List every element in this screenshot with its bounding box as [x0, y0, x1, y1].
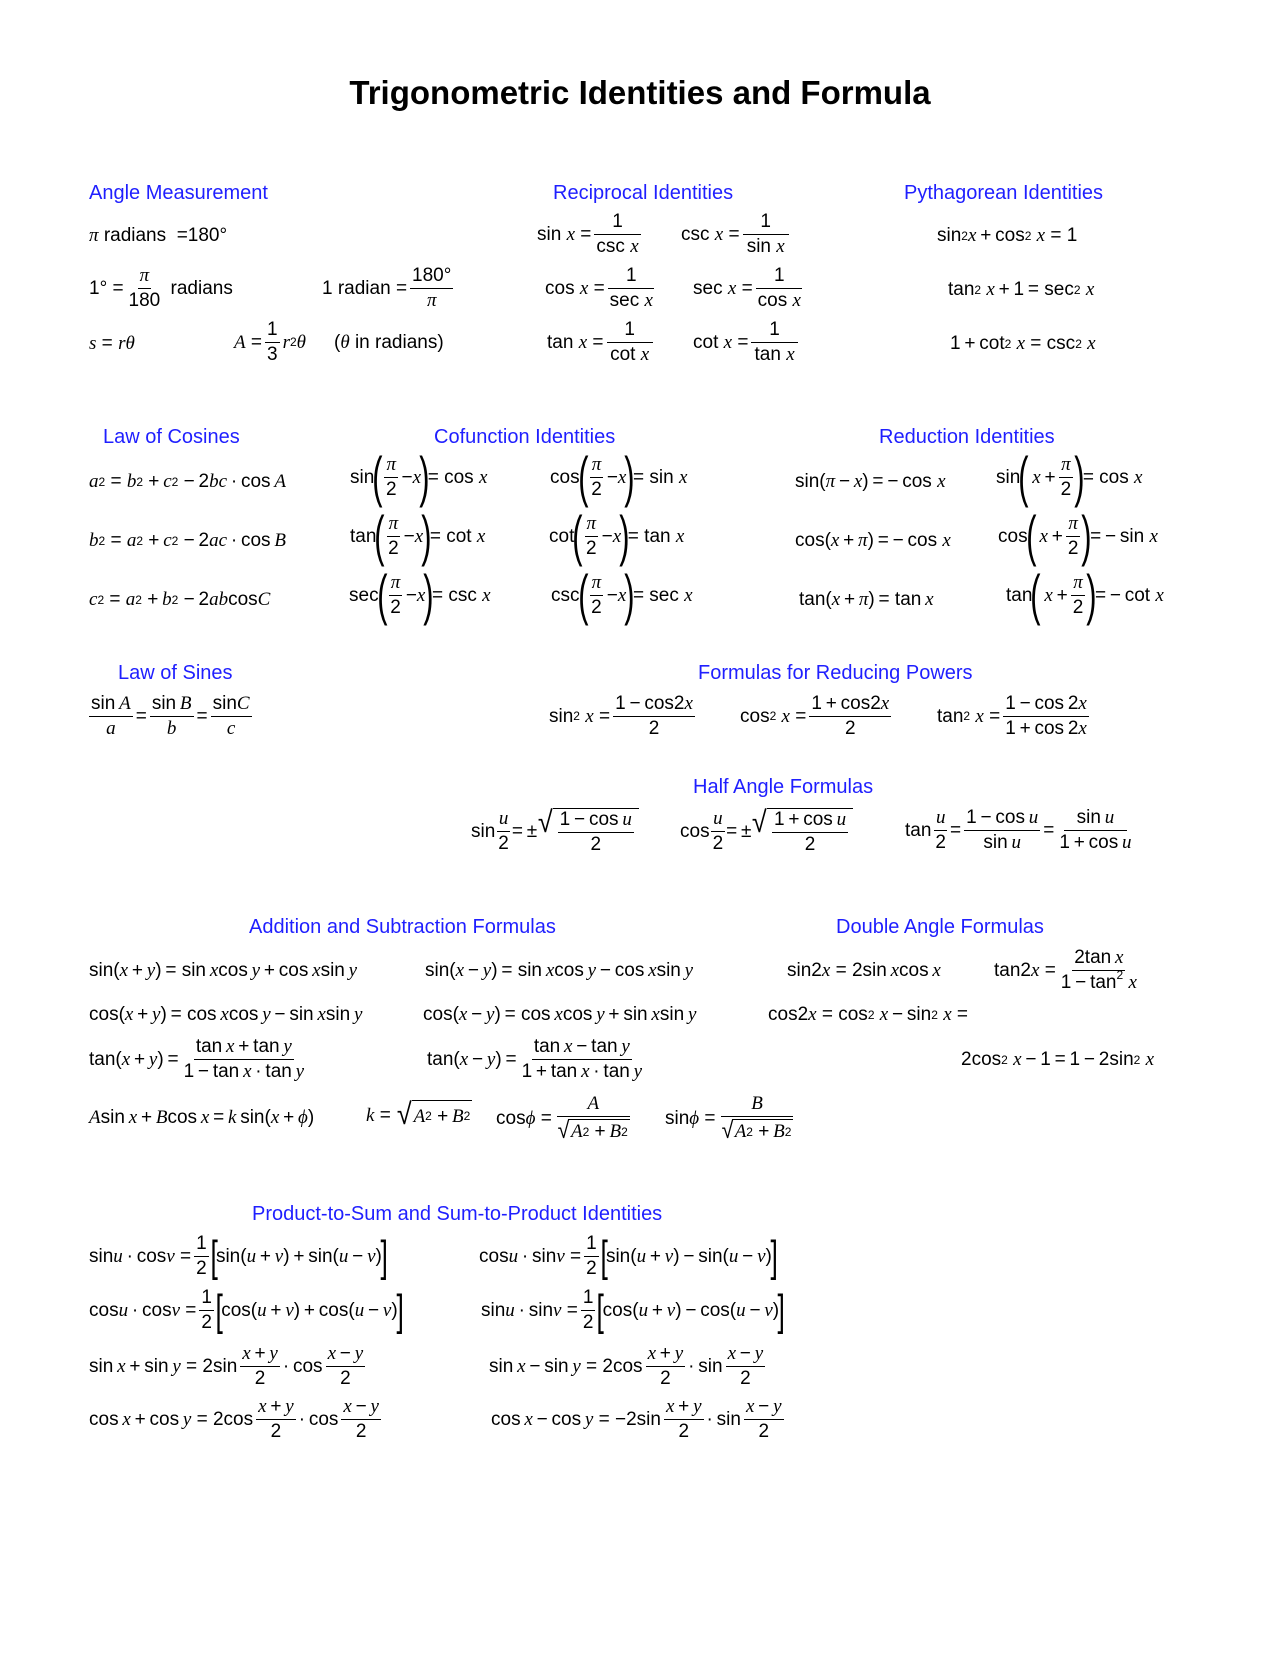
formula-sin-phi: sin ϕ = B √ A 2 + B 2	[665, 1093, 792, 1144]
formula-cosines-c: c 2 = a 2 + b 2 − 2 ab cos C	[89, 589, 271, 610]
formula-double-cos-1: cos2 x = cos 2 x − sin 2 x =	[768, 1004, 968, 1025]
formula-double-tan: tan2 x = 2tan x $1 - \tan^2 x$	[994, 947, 1137, 993]
formula-pythagorean-1: sin 2 x + cos 2 x = 1	[937, 225, 1078, 246]
formula-cosines-b: b 2 = a 2 + c 2 − 2 ac · cos B	[89, 530, 286, 551]
heading-pythagorean-identities: Pythagorean Identities	[904, 182, 1104, 204]
formula-cofunction-sec: sec ( π 2 − x ) = csc x	[349, 563, 491, 627]
formula-sinu-cosv: sin u · cos v = 1 2 [ sin( u + v ) + sin( u − v ) ]	[89, 1231, 388, 1281]
heading-reduction-identities: Reduction Identities	[879, 426, 1055, 448]
formula-cofunction-csc: csc ( π 2 − x ) = sec x	[551, 563, 693, 627]
formula-half-cos: cos u 2 = ± √ 1 + cos u 2	[680, 808, 853, 855]
formula-law-of-sines: sin A a = sin B b = sinC c	[91, 693, 250, 739]
heading-reciprocal-identities: Reciprocal Identities	[553, 182, 734, 204]
formula-sin-minus-sin: sin x − sin y = 2cos x + y 2 · sin x − y 2	[489, 1343, 764, 1389]
formula-sin-plus-sin: sin x + sin y = 2sin x + y 2 · cos x − y 2	[89, 1343, 364, 1389]
heading-law-of-sines: Law of Sines	[118, 662, 233, 684]
formula-power-sin: sin 2 x = 1 − cos2x 2	[549, 693, 693, 739]
page-title: Trigonometric Identities and Formula	[349, 74, 931, 111]
formula-half-sin: sin u 2 = ± √ 1 − cos u 2	[471, 808, 639, 855]
heading-cofunction-identities: Cofunction Identities	[434, 426, 616, 448]
formula-one-radian: 1 radian = $\frac{180^\circ}{\pi}$	[322, 265, 452, 311]
formula-tan-reciprocal: tan x = 1 cot x	[547, 319, 651, 365]
formula-power-tan: tan 2 x = 1 − cos 2x 1 + cos 2x	[937, 693, 1087, 739]
formula-cos-reciprocal: cos x = 1 sec x	[545, 265, 653, 311]
formula-cot-reciprocal: cot x = 1 tan x	[693, 319, 796, 365]
formula-cosu-sinv: cos u · sin v = 1 2 [ sin( u + v ) − sin( u − v ) ]	[479, 1231, 778, 1281]
formula-sin-diff: sin( x − y ) = sin x cos y − cos x sin y	[425, 960, 694, 981]
formula-sec-reciprocal: sec x = 1 cos x	[693, 265, 801, 311]
formula-one-degree: 1° = $\frac{\pi}{180}$ radians	[89, 265, 233, 311]
heading-angle-measurement: Angle Measurement	[89, 182, 268, 204]
formula-tan-sum: tan( x + y ) = tan x + tan y 1 − tan x · tan y	[89, 1036, 305, 1082]
formula-reduction-tan-pi: tan( x + π ) = tan x	[799, 589, 934, 610]
formula-reduction-cos-half: cos ( x + π 2 ) = − sin x	[998, 504, 1158, 568]
heading-half-angle: Half Angle Formulas	[693, 776, 874, 798]
heading-reducing-powers: Formulas for Reducing Powers	[698, 662, 973, 684]
formula-csc-reciprocal: csc x = 1 sin x	[681, 211, 787, 257]
formula-cos-phi: cos ϕ = A √ A 2 + B 2	[496, 1093, 628, 1144]
formula-cofunction-tan: tan ( π 2 − x ) = cot x	[350, 504, 486, 568]
formula-pi-radians: π radians =180°	[89, 225, 228, 246]
formula-sin-reciprocal: sin x = 1 csc x	[537, 211, 639, 257]
formula-cofunction-sin: sin ( π 2 − x ) = cos x	[350, 445, 488, 509]
formula-cos-sum: cos( x + y ) = cos x cos y − sin x sin y	[89, 1004, 363, 1025]
formula-cofunction-cos: cos ( π 2 − x ) = sin x	[550, 445, 688, 509]
heading-double-angle: Double Angle Formulas	[836, 916, 1044, 938]
formula-sin-sum: sin( x + y ) = sin x cos y + cos x sin y	[89, 960, 358, 981]
formula-sinu-sinv: sin u · sin v = 1 2 [ cos( u + v ) − cos( u − v ) ]	[481, 1285, 785, 1335]
formula-cosines-a: a 2 = b 2 + c 2 − 2 bc · cos A	[89, 471, 286, 492]
formula-arc-length: s = r θ	[89, 333, 135, 354]
formula-power-cos: cos 2 x = 1 + cos2x 2	[740, 693, 890, 739]
formula-amplitude-k: k = √ A 2 + B 2	[366, 1098, 471, 1131]
heading-product-to-sum: Product-to-Sum and Sum-to-Product Identities	[252, 1203, 663, 1225]
heading-addition-subtraction: Addition and Subtraction Formulas	[249, 916, 556, 938]
formula-pythagorean-3: 1 + cot 2 x = csc 2 x	[950, 333, 1096, 354]
formula-cos-minus-cos: cos x − cos y = −2sin x + y 2 · sin x − y 2	[491, 1396, 782, 1442]
formula-reduction-sin-pi: sin( π − x ) = − cos x	[795, 471, 946, 492]
formula-reduction-cos-pi: cos( x + π ) = − cos x	[795, 530, 951, 551]
formula-double-sin: sin2 x = 2sin x cos x	[787, 960, 941, 981]
formula-double-cos-2: 2cos 2 x − 1 = 1 − 2sin 2 x	[961, 1049, 1155, 1070]
formula-cosu-cosv: cos u · cos v = 1 2 [ cos( u + v ) + cos( u − v ) ]	[89, 1285, 404, 1335]
formula-cos-plus-cos: cos x + cos y = 2cos x + y 2 · cos x − y 2	[89, 1396, 379, 1442]
formula-cos-diff: cos( x − y ) = cos x cos y + sin x sin y	[423, 1004, 697, 1025]
formula-reduction-sin-half: sin ( x + π 2 ) = cos x	[996, 445, 1143, 509]
formula-reduction-tan-half: tan ( x + π 2 ) = − cot x	[1006, 563, 1164, 627]
formula-tan-diff: tan( x − y ) = tan x − tan y 1 + tan x · tan y	[427, 1036, 643, 1082]
formula-pythagorean-2: tan 2 x + 1 = sec 2 x	[948, 279, 1095, 300]
formula-half-tan: tan u 2 = 1 − cos u sin u = sin u 1 + cos u	[905, 807, 1132, 853]
formula-sector-area: A = 1 3 r 2 θ ( θ in radians)	[234, 319, 444, 365]
heading-law-of-cosines: Law of Cosines	[103, 426, 240, 448]
formula-cofunction-cot: cot ( π 2 − x ) = tan x	[549, 504, 685, 568]
formula-harmonic-addition: A sin x + B cos x = k sin( x + ϕ )	[89, 1107, 315, 1128]
